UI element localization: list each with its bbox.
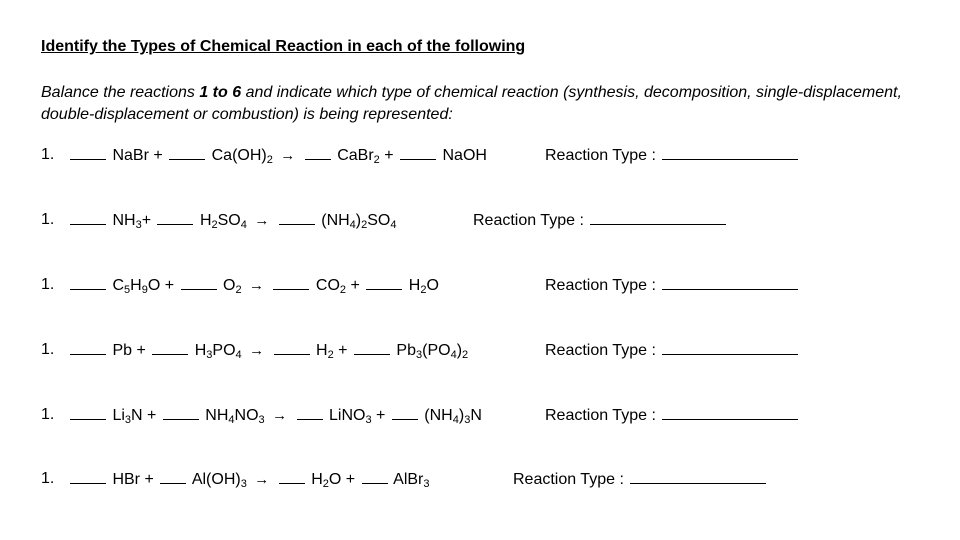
subscript: 4 [228, 414, 235, 426]
coefficient-blank[interactable] [70, 276, 106, 290]
formula: O [328, 471, 342, 488]
plus-sign: + [141, 212, 152, 229]
instructions-text-rest: and indicate which type of chemical reaction (synthesis, decomposition, single-displacement, double-displacement or combustion) is being represented: [41, 84, 902, 123]
subscript: 4 [235, 349, 242, 361]
coefficient-blank[interactable] [354, 341, 390, 355]
plus-sign: + [153, 147, 163, 164]
subscript: 2 [266, 154, 273, 166]
subscript: 2 [322, 478, 329, 490]
reaction-type-label: Reaction Type : [545, 342, 656, 359]
reaction-type [545, 276, 800, 295]
formula: HBr [112, 471, 141, 488]
formula: NH [205, 407, 229, 424]
coefficient-blank[interactable] [70, 146, 106, 160]
item-number: 1. [41, 276, 55, 293]
subscript: 3 [206, 349, 213, 361]
coefficient-blank[interactable] [169, 146, 205, 160]
equation [68, 406, 482, 425]
coefficient-blank[interactable] [163, 406, 199, 420]
coefficient-blank[interactable] [273, 276, 309, 290]
coefficient-blank[interactable] [279, 470, 305, 484]
plus-sign: + [147, 407, 157, 424]
coefficient-blank[interactable] [279, 211, 315, 225]
formula: O [222, 277, 236, 294]
reaction-type [545, 406, 800, 425]
reaction-type-label: Reaction Type : [513, 471, 624, 488]
formula: Br [132, 147, 149, 164]
equation [68, 341, 468, 360]
formula: O [426, 277, 439, 294]
subscript: 4 [240, 219, 247, 231]
subscript: 5 [124, 284, 131, 296]
reaction-type-blank[interactable] [662, 276, 798, 290]
instructions-text: Balance the reactions [41, 84, 200, 101]
reaction-type [545, 146, 800, 165]
coefficient-blank[interactable] [366, 276, 402, 290]
formula: ) [456, 342, 463, 359]
plus-sign: + [345, 471, 356, 488]
subscript: 4 [452, 414, 459, 426]
subscript: 2 [373, 154, 380, 166]
reaction-type-label: Reaction Type : [545, 147, 656, 164]
reaction-type-blank[interactable] [662, 341, 798, 355]
formula: ) [458, 407, 465, 424]
formula: CaBr [337, 147, 374, 164]
subscript: 2 [361, 219, 368, 231]
subscript: 3 [365, 414, 372, 426]
formula: (PO [422, 342, 451, 359]
coefficient-blank[interactable] [70, 341, 106, 355]
plus-sign: + [144, 471, 154, 488]
subscript: 3 [258, 414, 265, 426]
equation [68, 211, 397, 230]
formula: PO [212, 342, 236, 359]
formula: H [194, 342, 207, 359]
coefficient-blank[interactable] [305, 146, 331, 160]
formula: N [470, 407, 482, 424]
formula: ) [355, 212, 362, 229]
instructions [41, 82, 921, 126]
formula: H [199, 212, 212, 229]
formula: (NH [321, 212, 350, 229]
reaction-type-label: Reaction Type : [545, 277, 656, 294]
subscript: 4 [390, 219, 397, 231]
item-number: 1. [41, 211, 55, 228]
coefficient-blank[interactable] [181, 276, 217, 290]
coefficient-blank[interactable] [400, 146, 436, 160]
item-number: 1. [41, 146, 55, 163]
formula: Ca(OH) [211, 147, 267, 164]
coefficient-blank[interactable] [70, 406, 106, 420]
formula: Pb [396, 342, 416, 359]
coefficient-blank[interactable] [297, 406, 323, 420]
reaction-type-blank[interactable] [662, 146, 798, 160]
right-arrow-icon: → [249, 277, 265, 294]
plus-sign: + [338, 342, 348, 359]
equation [68, 146, 487, 165]
subscript: 4 [450, 349, 457, 361]
plus-sign: + [350, 277, 360, 294]
formula: CO [315, 277, 340, 294]
formula: Al(OH) [191, 471, 241, 488]
subscript: 2 [420, 284, 427, 296]
reaction-type-label: Reaction Type : [473, 212, 584, 229]
right-arrow-icon: → [249, 342, 265, 359]
plus-sign: + [164, 277, 175, 294]
right-arrow-icon: → [280, 147, 296, 164]
formula: LiNO [329, 407, 366, 424]
formula: N [131, 407, 143, 424]
coefficient-blank[interactable] [274, 341, 310, 355]
coefficient-blank[interactable] [70, 470, 106, 484]
item-number: 1. [41, 406, 55, 423]
formula: H [130, 277, 142, 294]
coefficient-blank[interactable] [160, 470, 186, 484]
formula: (NH [424, 407, 453, 424]
right-arrow-icon: → [254, 471, 270, 488]
right-arrow-icon: → [272, 407, 288, 424]
reaction-type [473, 211, 728, 230]
coefficient-blank[interactable] [152, 341, 188, 355]
formula: H [311, 471, 323, 488]
coefficient-blank[interactable] [157, 211, 193, 225]
formula: SO [217, 212, 241, 229]
formula: NH [112, 212, 136, 229]
formula: C [112, 277, 125, 294]
formula: O [147, 277, 161, 294]
coefficient-blank[interactable] [362, 470, 388, 484]
subscript: 3 [240, 478, 247, 490]
item-number: 1. [41, 470, 55, 487]
plus-sign: + [376, 407, 386, 424]
coefficient-blank[interactable] [392, 406, 418, 420]
reaction-type-label: Reaction Type : [545, 407, 656, 424]
reaction-type [513, 470, 768, 489]
subscript: 9 [141, 284, 148, 296]
formula: Pb [112, 342, 133, 359]
equation [68, 470, 430, 489]
coefficient-blank[interactable] [70, 211, 106, 225]
subscript: 3 [423, 478, 430, 490]
formula: NaOH [442, 147, 487, 164]
instructions-range: 1 to 6 [199, 84, 242, 101]
subscript: 2 [339, 284, 347, 296]
subscript: 3 [416, 349, 423, 361]
formula: NO [234, 407, 259, 424]
subscript: 2 [235, 284, 242, 296]
right-arrow-icon: → [254, 212, 270, 229]
subscript: 3 [464, 414, 471, 426]
subscript: 2 [327, 349, 334, 361]
formula: AlBr [393, 471, 424, 488]
reaction-type-blank[interactable] [590, 211, 726, 225]
formula: Na [112, 147, 133, 164]
reaction-type-blank[interactable] [662, 406, 798, 420]
subscript: 3 [124, 414, 132, 426]
formula: Li [112, 407, 125, 424]
plus-sign: + [136, 342, 146, 359]
page-title: Identify the Types of Chemical Reaction in each of the following [41, 38, 526, 55]
reaction-type [545, 341, 800, 360]
subscript: 2 [211, 219, 218, 231]
equation [68, 276, 439, 295]
subscript: 2 [462, 349, 469, 361]
plus-sign: + [384, 147, 394, 164]
reaction-type-blank[interactable] [630, 470, 766, 484]
subscript: 3 [135, 219, 142, 231]
formula: H [316, 342, 328, 359]
formula: H [408, 277, 421, 294]
formula: SO [367, 212, 391, 229]
subscript: 4 [349, 219, 356, 231]
item-number: 1. [41, 341, 55, 358]
